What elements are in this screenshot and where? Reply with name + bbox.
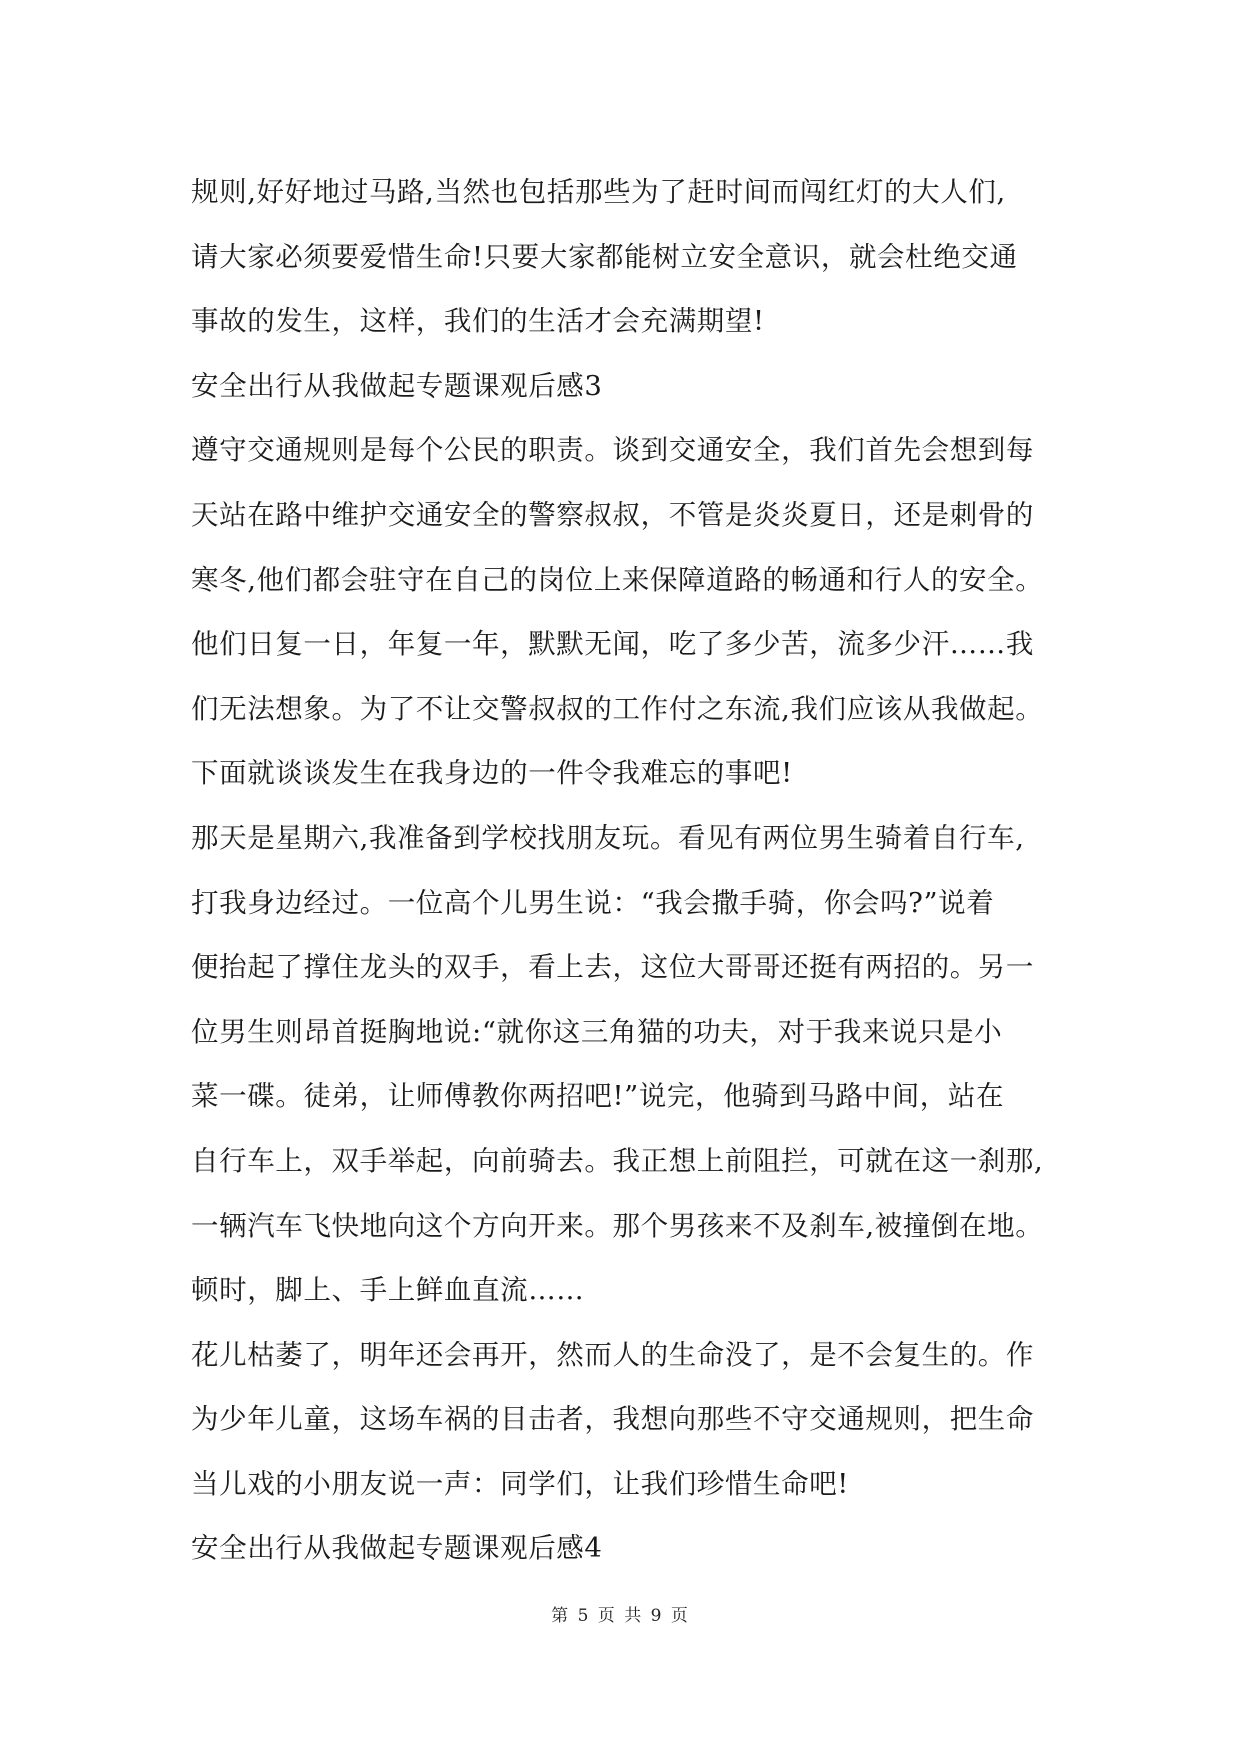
paragraph-line: 遵守交通规则是每个公民的职责。谈到交通安全，我们首先会想到每 (191, 434, 1034, 467)
paragraph-line: 他们日复一日，年复一年，默默无闻，吃了多少苦，流多少汗……我 (191, 628, 1034, 661)
paragraph-line: 那天是星期六,我准备到学校找朋友玩。看见有两位男生骑着自行车, (191, 821, 1025, 854)
paragraph-line: 顿时，脚上、手上鲜血直流…… (191, 1274, 585, 1307)
paragraph-line: 花儿枯萎了，明年还会再开，然而人的生命没了，是不会复生的。作 (191, 1338, 1034, 1371)
paragraph-line: 为少年儿童，这场车祸的目击者，我想向那些不守交通规则，把生命 (191, 1403, 1034, 1436)
document-body (191, 160, 1071, 1581)
paragraph-line: 下面就谈谈发生在我身边的一件令我难忘的事吧! (191, 757, 793, 790)
paragraph-line: 菜一碟。徒弟，让师傅教你两招吧!”说完，他骑到马路中间，站在 (191, 1080, 1005, 1113)
paragraph-line: 请大家必须要爱惜生命!只要大家都能树立安全意识，就会杜绝交通 (191, 240, 1018, 273)
paragraph-line: 天站在路中维护交通安全的警察叔叔，不管是炎炎夏日，还是刺骨的 (191, 498, 1034, 531)
paragraph-line: 自行车上，双手举起，向前骑去。我正想上前阻拦，可就在这一刹那, (191, 1144, 1044, 1177)
paragraph-line: 打我身边经过。一位高个儿男生说：“我会撒手骑，你会吗?”说着 (191, 886, 995, 919)
section-heading: 安全出行从我做起专题课观后感3 (191, 369, 603, 402)
paragraph-line: 位男生则昂首挺胸地说:“就你这三角猫的功夫，对于我来说只是小 (191, 1015, 1003, 1048)
paragraph-line: 们无法想象。为了不让交警叔叔的工作付之东流,我们应该从我做起。 (191, 692, 1044, 725)
paragraph-line: 规则,好好地过马路,当然也包括那些为了赶时间而闯红灯的大人们, (191, 176, 1006, 208)
page-number-footer: 第 5 页 共 9 页 (551, 1606, 690, 1626)
section-heading: 安全出行从我做起专题课观后感4 (191, 1532, 603, 1565)
paragraph-line: 寒冬,他们都会驻守在自己的岗位上来保障道路的畅通和行人的安全。 (191, 563, 1044, 596)
paragraph-line: 一辆汽车飞快地向这个方向开来。那个男孩来不及刹车,被撞倒在地。 (191, 1209, 1044, 1242)
paragraph-line: 事故的发生，这样，我们的生活才会充满期望! (191, 305, 765, 338)
paragraph-line: 便抬起了撑住龙头的双手，看上去，这位大哥哥还挺有两招的。另一 (191, 951, 1034, 984)
paragraph-line: 当儿戏的小朋友说一声：同学们，让我们珍惜生命吧! (191, 1467, 849, 1500)
